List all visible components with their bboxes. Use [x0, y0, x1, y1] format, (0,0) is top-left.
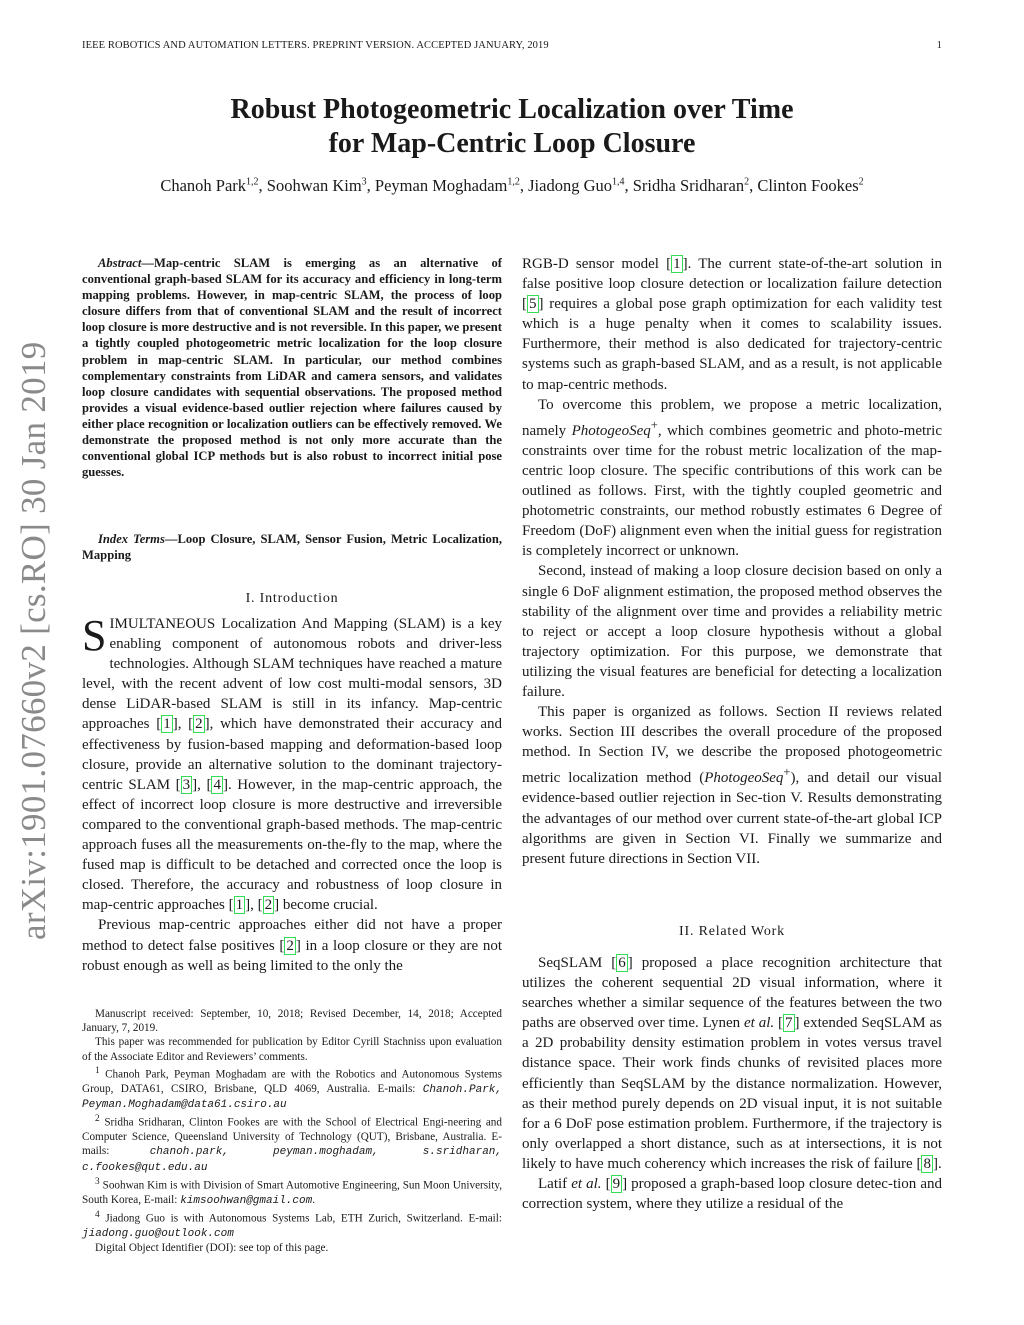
- method-name: PhotogeoSeq: [571, 422, 651, 439]
- index-terms-label: Index Terms: [98, 532, 165, 546]
- paper-title: [82, 93, 942, 161]
- title-line-1: Robust Photogeometric Localization over Time: [230, 94, 794, 125]
- title-line-2: for Map-Centric Loop Closure: [328, 128, 696, 159]
- citation-link[interactable]: 1: [163, 716, 171, 733]
- citation-link[interactable]: 3: [182, 776, 191, 793]
- index-terms-text: —Loop Closure, SLAM, Sensor Fusion, Metric Localization, Mapping: [82, 532, 502, 563]
- journal-name: IEEE ROBOTICS AND AUTOMATION LETTERS. PREPRINT VERSION. ACCEPTED JANUARY, 2019: [82, 40, 549, 51]
- right-column-body: [522, 254, 942, 869]
- footnote-recommended: This paper was recommended for publication by Editor Cyrill Stachniss upon evaluation of the Associate Editor and Reviewers’ comments.: [82, 1036, 502, 1063]
- paragraph: SIMULTANEOUS Localization And Mapping (SLAM) is a key enabling component of autonomous robots and driver-less technologies. Although SLAM techniques have reached a mature level, with the recent advent of low cost multi-modal sensors, 3D dense LiDAR-based SLAM is still in its infancy. Map-centric approaches [ 1 ], [ 2 ], which have demonstrated their accuracy and effectiveness by fusion-based mapping and deformation-based loop closure, provide an alternative solution to the dominant trajectory-centric SLAM [ 3 ], [ 4 ]. However, in the map-centric approach, the effect of incorrect loop closure is more destructive and irreversible compared to the conventional graph-based methods. The map-centric approach fuses all the measurements on-the-fly to the map, where the fused map is difficult to be detached and corrected once the loop is closed. Therefore, the accuracy and robustness of loop closure in map-centric approaches [ 1 ], [ 2 ] become crucial.: [82, 611, 502, 914]
- author: Soohwan Kim$^3$,: [266, 176, 375, 195]
- paragraph: This paper is organized as follows. Section II reviews related works. Section III describes the overall procedure of the proposed method. In Section IV, we describe the proposed photogeometric metric localization method (PhotogeoSeq+), and detail our visual evidence-based outlier rejection in Sec-tion V. Results demonstrating the advantages of our method over current state-of-the-art global ICP algorithms are given in Section VI. Finally we summarize and present future directions in Section VII.: [522, 704, 942, 867]
- author: Sridha Sridharan$^2$,: [632, 176, 758, 195]
- email-link[interactable]: chanoh.park, peyman.moghadam, s.sridharan, c.fookes@qut.edu.au: [82, 1146, 502, 1174]
- abstract-text: —Map-centric SLAM is emerging as an alternative of conventional graph-based SLAM for its accuracy and efficiency in long-term mapping problems. However, in map-centric SLAM, the process of loop closure differs from that of conventional SLAM and the result of incorrect loop closure is more destructive and is not reversible. In this paper, we present a tightly coupled photogeometric metric localization for the loop closure problem in map-centric SLAM. In particular, our method combines complementary constraints from LiDAR and camera sensors, and validates loop closure candidates with sequential observations. The proposed method provides a visual evidence-based outlier rejection where failures caused by either place recognition or localization outliers can be effectively removed. We demonstrate the proposed method is not only more accurate than the conventional global ICP methods but is also robust to incorrect initial pose guesses.: [82, 256, 502, 480]
- paragraph: RGB-D sensor model [ 1 ]. The current state-of-the-art solution in false positive loop closure detection or localization failure detection [ 5 ] requires a global pose graph optimization for each validity test which is a huge penalty when it comes to scalability issues. Furthermore, their method is also dedicated for trajectory-centric systems such as graph-based SLAM, and as a result, is not applicable to map-centric methods.: [522, 256, 942, 393]
- author: Clinton Fookes$^2$: [757, 176, 864, 195]
- running-header: [82, 40, 942, 51]
- author: Peyman Moghadam$^{1,2}$,: [374, 176, 529, 195]
- page-number: 1: [936, 40, 942, 51]
- index-terms: [82, 531, 502, 563]
- arxiv-stamp: arXiv:1901.07660v2 [cs.RO] 30 Jan 2019: [14, 341, 53, 940]
- citation-link[interactable]: 5: [529, 296, 537, 313]
- citation-link[interactable]: 9: [612, 1176, 621, 1193]
- footnote-affiliation: $^3$ Soohwan Kim is with Division of Smart Automotive Engineering, Sun Moon University, South Korea, E-mail: kimsoohwan@gmail.com.: [82, 1176, 502, 1207]
- paragraph: Previous map-centric approaches either did not have a proper method to detect false positives [ 2 ] in a loop closure or they are not robust enough as well as being limited to the only the: [82, 917, 503, 974]
- email-link[interactable]: jiadong.guo@outlook.com: [82, 1227, 234, 1240]
- section-heading-related-work: II. Related Work: [679, 924, 785, 939]
- citation-link[interactable]: 2: [195, 716, 203, 733]
- citation-link[interactable]: 1: [673, 256, 681, 272]
- paragraph: SeqSLAM [ 6 ] proposed a place recognition architecture that utilizes the coherent sequential 2D visual information, where it searches whether a similar sequence of the features between the two paths are observed over time. Lynen et al. [ 7 ] extended SeqSLAM as a 2D probability density estimation problem in votes versus travel distance space. Their work finds chunks of revisited places more efficiently than SeqSLAM by the distance normalization. However, as their method purely depends on 2D visual input, it is not suitable for a 6 DoF pose estimation problem. Furthermore, if the trajectory is only overlapped a short distance, such as at intersections, it is not likely to have much coherency which increases the risk of failure [ 8 ].: [522, 955, 943, 1172]
- email-link[interactable]: kimsoohwan@gmail.com: [180, 1194, 313, 1207]
- paragraph: Second, instead of making a loop closure decision based on only a single 6 DoF alignment estimation, the proposed method observes the stability of the alignment over time and provides a reliability metric to reject or accept a loop closure hypothesis without a global trajectory optimization. For this purpose, we demonstrate that utilizing the visual features are beneficial for detecting a localization failure.: [522, 563, 942, 700]
- footnote-received: Manuscript received: September, 10, 2018; Revised December, 14, 2018; Accepted January, 7, 2019.: [82, 1008, 502, 1035]
- citation-link[interactable]: 2: [286, 937, 294, 954]
- footnote-affiliation: $^1$ Chanoh Park, Peyman Moghadam are with the Robotics and Autonomous Systems Group, DATA61, CSIRO, Brisbane, QLD 4069, Australia. E-mails: Chanoh.Park, Peyman.Moghadam@data61.csiro.au: [82, 1065, 502, 1111]
- footnote-affiliation: $^2$ Sridha Sridharan, Clinton Fookes are with the School of Electrical Engi-neering and Computer Science, Queensland University of Technology (QUT), Brisbane, Australia. E-mails: chanoh.park, peyman.moghadam, s.sridharan, c.fookes@qut.edu.au: [82, 1114, 502, 1174]
- citation-link[interactable]: 1: [235, 897, 244, 914]
- paragraph: Latif et al. [ 9 ] proposed a graph-based loop closure detec-tion and correction system, where they utilize a residual of the: [522, 1176, 943, 1213]
- citation-link[interactable]: 6: [618, 955, 626, 971]
- author: Chanoh Park$^{1,2}$,: [160, 176, 267, 195]
- abstract: [82, 255, 502, 480]
- citation-link[interactable]: 4: [213, 776, 221, 793]
- related-work-body: [522, 953, 942, 1214]
- footnotes: [82, 1007, 502, 1255]
- footnote-affiliation: $^4$ Jiadong Guo is with Autonomous Systems Lab, ETH Zurich, Switzerland. E-mail: jiadong.guo@outlook.com: [82, 1209, 502, 1240]
- introduction-body: [82, 611, 503, 976]
- citation-link[interactable]: 7: [785, 1015, 793, 1032]
- paragraph: To overcome this problem, we propose a metric localization, namely PhotogeoSeq+, which combines geometric and photo-metric constraints over time for the robust metric localization of the map-centric loop closure. The specific contributions of this work can be outlined as follows. First, with the tightly coupled geometric and photometric constraints, our method robustly estimates 6 Degree of Freedom (DoF) alignment even when the initial guess for registration is completely incorrect or unknown.: [522, 396, 942, 560]
- author: Jiadong Guo$^{1,4}$,: [528, 176, 633, 195]
- email-link[interactable]: Chanoh.Park, Peyman.Moghadam@data61.csiro.au: [82, 1083, 502, 1111]
- section-heading-introduction: I. Introduction: [245, 591, 339, 606]
- citation-link[interactable]: 2: [264, 897, 273, 914]
- abstract-label: Abstract: [98, 256, 142, 270]
- drop-cap: S: [82, 611, 107, 660]
- author-list: [82, 176, 942, 196]
- footnote-doi: Digital Object Identifier (DOI): see top of this page.: [95, 1241, 329, 1254]
- citation-link[interactable]: 8: [923, 1155, 931, 1172]
